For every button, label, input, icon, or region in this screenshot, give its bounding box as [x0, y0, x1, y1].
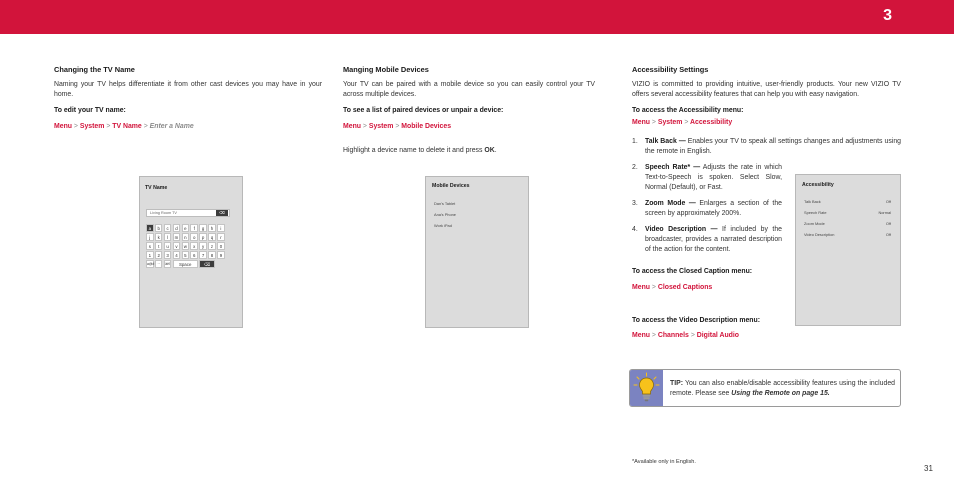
- device-item[interactable]: Work iPad: [434, 223, 452, 228]
- keyboard-key[interactable]: y: [199, 242, 207, 250]
- keyboard-row: [146, 251, 230, 259]
- keyboard-key[interactable]: s: [146, 242, 154, 250]
- keyboard-row: [146, 233, 230, 241]
- item-title: Talk Back —: [645, 137, 686, 145]
- keyboard-key[interactable]: 2: [155, 251, 163, 259]
- item-text: Adjusts the rate in which Text-to-Speech is spoken. Select Slow, Normal (Default), or Fast.: [645, 163, 782, 191]
- ok-label: OK: [484, 146, 495, 154]
- section-intro: VIZIO is committed to providing intuitive, user-friendly products. Your new VIZIO TV offers several accessibility features that can help you with easy navigation.: [632, 80, 901, 98]
- keyboard-key[interactable]: z: [208, 242, 216, 250]
- setting-value: Normal: [878, 210, 891, 215]
- keyboard-key[interactable]: v: [173, 242, 181, 250]
- keyboard-key[interactable]: 6: [190, 251, 198, 259]
- section-title: Accessibility Settings: [632, 65, 709, 74]
- keyboard-key[interactable]: j: [146, 233, 154, 241]
- on-screen-keyboard: [146, 224, 230, 269]
- crumb-menu: Menu: [54, 122, 72, 130]
- setting-value: Off: [885, 232, 891, 237]
- setting-value: Off: [885, 199, 891, 204]
- keyboard-key[interactable]: k: [155, 233, 163, 241]
- keyboard-key[interactable]: t: [155, 242, 163, 250]
- instruction-heading: To access the Closed Caption menu:: [632, 268, 753, 275]
- keyboard-key[interactable]: u: [164, 242, 172, 250]
- crumb-mobile-devices: Mobile Devices: [401, 122, 452, 130]
- keyboard-key[interactable]: 9: [217, 251, 225, 259]
- keyboard-key[interactable]: b: [155, 224, 163, 232]
- instruction-heading: To access the Accessibility menu:: [632, 106, 744, 114]
- menu-path: [632, 118, 901, 128]
- crumb-system: System: [368, 122, 394, 130]
- setting-value: Off: [885, 221, 891, 226]
- keyboard-key[interactable]: 4: [173, 251, 181, 259]
- keyboard-key[interactable]: d: [173, 224, 181, 232]
- tv-name-input[interactable]: Living Room TV: [146, 209, 230, 217]
- crumb-digital-audio: Digital Audio: [696, 332, 739, 339]
- note-text: Highlight a device name to delete it and press: [343, 146, 485, 154]
- crumb-menu: Menu: [632, 118, 650, 126]
- item-text: If included by the broadcaster, provides a narrated description of the action for the content.: [645, 225, 783, 253]
- section-intro: Naming your TV helps differentiate it from other cast devices you may have in your home.: [54, 80, 322, 98]
- header-bar: [0, 0, 954, 34]
- keyboard-key[interactable]: a: [146, 224, 154, 232]
- crumb-separator: >: [651, 118, 656, 126]
- instruction-heading: To edit your TV name:: [54, 106, 126, 114]
- screen-title: Accessibility: [802, 182, 834, 188]
- keyboard-row: [146, 242, 230, 250]
- crumb-tv-name: TV Name: [112, 122, 142, 130]
- list-item: [632, 137, 901, 157]
- symbols-key[interactable]: a@#: [147, 262, 155, 267]
- screen-title: TV Name: [145, 185, 168, 191]
- keyboard-key[interactable]: q: [208, 233, 216, 241]
- setting-label[interactable]: Speech Rate: [804, 210, 827, 215]
- keyboard-key[interactable]: w: [182, 242, 190, 250]
- mobile-devices-section: [343, 65, 595, 156]
- crumb-separator: >: [395, 122, 400, 130]
- item-title: Speech Rate* —: [645, 163, 701, 171]
- keyboard-row: [146, 224, 230, 232]
- tv-name-screen: [139, 176, 243, 328]
- crumb-separator: >: [73, 122, 78, 130]
- crumb-separator: >: [651, 332, 656, 339]
- crumb-closed-captions: Closed Captions: [657, 284, 713, 291]
- keyboard-key[interactable]: m: [174, 235, 179, 241]
- note-end: .: [494, 146, 497, 154]
- crumb-menu: Menu: [343, 122, 361, 130]
- keyboard-key[interactable]: 3: [164, 251, 172, 259]
- keyboard-key[interactable]: l: [164, 233, 172, 241]
- screen-title: Mobile Devices: [432, 183, 470, 189]
- tip-box: [629, 369, 901, 407]
- setting-label[interactable]: Zoom Mode: [804, 221, 825, 226]
- keyboard-key[interactable]: p: [199, 233, 207, 241]
- keyboard-key[interactable]: f: [190, 224, 198, 232]
- keyboard-key[interactable]: x: [190, 242, 198, 250]
- menu-path: [343, 122, 595, 132]
- keyboard-key[interactable]: o: [190, 233, 198, 241]
- list-item: [632, 163, 782, 193]
- item-title: Zoom Mode —: [645, 199, 696, 207]
- keyboard-key[interactable]: c: [164, 224, 172, 232]
- item-number: 3.: [632, 199, 638, 207]
- setting-label[interactable]: Video Description: [804, 232, 835, 237]
- keyboard-key[interactable]: i: [217, 224, 225, 232]
- keyboard-key[interactable]: 8: [208, 251, 216, 259]
- crumb-accessibility: Accessibility: [690, 118, 733, 126]
- tv-name-section: [54, 65, 322, 132]
- space-key[interactable]: Space: [173, 260, 198, 268]
- list-item: [632, 199, 782, 219]
- chapter-number: 3: [883, 7, 892, 24]
- diacritic-key[interactable]: äëï: [165, 262, 170, 267]
- device-item[interactable]: Ana's Phone: [434, 212, 456, 217]
- tip-icon-panel: [630, 370, 663, 406]
- instruction-heading: To access the Video Description menu:: [632, 317, 761, 324]
- mobile-devices-screen: [425, 176, 529, 328]
- keyboard-key[interactable]: e: [182, 224, 190, 232]
- setting-label[interactable]: Talk Back: [804, 199, 821, 204]
- item-number: 1.: [632, 137, 638, 145]
- item-number: 2.: [632, 163, 638, 171]
- item-title: Video Description —: [645, 225, 718, 233]
- menu-path: [632, 284, 712, 291]
- lightbulb-icon: [630, 370, 663, 406]
- keyboard-key[interactable]: 7: [199, 251, 207, 259]
- crumb-menu: Menu: [632, 284, 650, 291]
- crumb-channels: Channels: [657, 332, 689, 339]
- keyboard-key[interactable]: 1: [146, 251, 154, 259]
- instruction-heading: To see a list of paired devices or unpair a device:: [343, 106, 504, 114]
- delete-note: [343, 146, 595, 156]
- accessibility-screen: [795, 174, 901, 326]
- crumb-separator: >: [690, 332, 695, 339]
- keyboard-key[interactable]: g: [199, 224, 207, 232]
- crumb-separator: >: [106, 122, 111, 130]
- list-item: [632, 225, 782, 255]
- clear-icon[interactable]: ⌫: [216, 210, 228, 216]
- item-text: Enables your TV to speak all settings changes and adjustments using the remote in English.: [645, 137, 902, 155]
- backspace-icon[interactable]: ⌫: [199, 260, 215, 268]
- tip-text: [670, 379, 895, 399]
- section-title: Changing the TV Name: [54, 65, 135, 74]
- crumb-placeholder: Enter a Name: [149, 122, 194, 130]
- tip-reference-link[interactable]: Using the Remote on page 15.: [731, 390, 830, 397]
- item-number: 4.: [632, 225, 638, 233]
- menu-path: [54, 122, 322, 132]
- footnote: *Available only in English.: [632, 459, 696, 465]
- section-title: Manging Mobile Devices: [343, 65, 429, 74]
- crumb-system: System: [79, 122, 105, 130]
- item-text: Enlarges a section of the screen by approximately 200%.: [645, 199, 782, 217]
- crumb-menu: Menu: [632, 332, 650, 339]
- keyboard-key[interactable]: n: [182, 233, 190, 241]
- menu-path: [632, 332, 739, 339]
- keyboard-key[interactable]: h: [208, 224, 216, 232]
- tip-label: TIP:: [670, 380, 684, 387]
- crumb-separator: >: [651, 284, 656, 291]
- crumb-separator: >: [143, 122, 148, 130]
- keyboard-key[interactable]: 5: [182, 251, 190, 259]
- section-intro: Your TV can be paired with a mobile device so you can easily control your TV across multiple devices.: [343, 80, 595, 98]
- keyboard-key[interactable]: r: [217, 233, 225, 241]
- crumb-separator: >: [362, 122, 367, 130]
- tip-body: You can also enable/disable accessibility features using the included remote. Please see: [670, 380, 895, 397]
- crumb-system: System: [657, 118, 683, 126]
- crumb-separator: >: [684, 118, 689, 126]
- page-number: 31: [924, 464, 933, 473]
- keyboard-row: [146, 260, 230, 268]
- device-item[interactable]: Dan's Tablet: [434, 201, 456, 206]
- accent-key[interactable]: ··: [155, 260, 163, 268]
- keyboard-key[interactable]: 0: [217, 242, 225, 250]
